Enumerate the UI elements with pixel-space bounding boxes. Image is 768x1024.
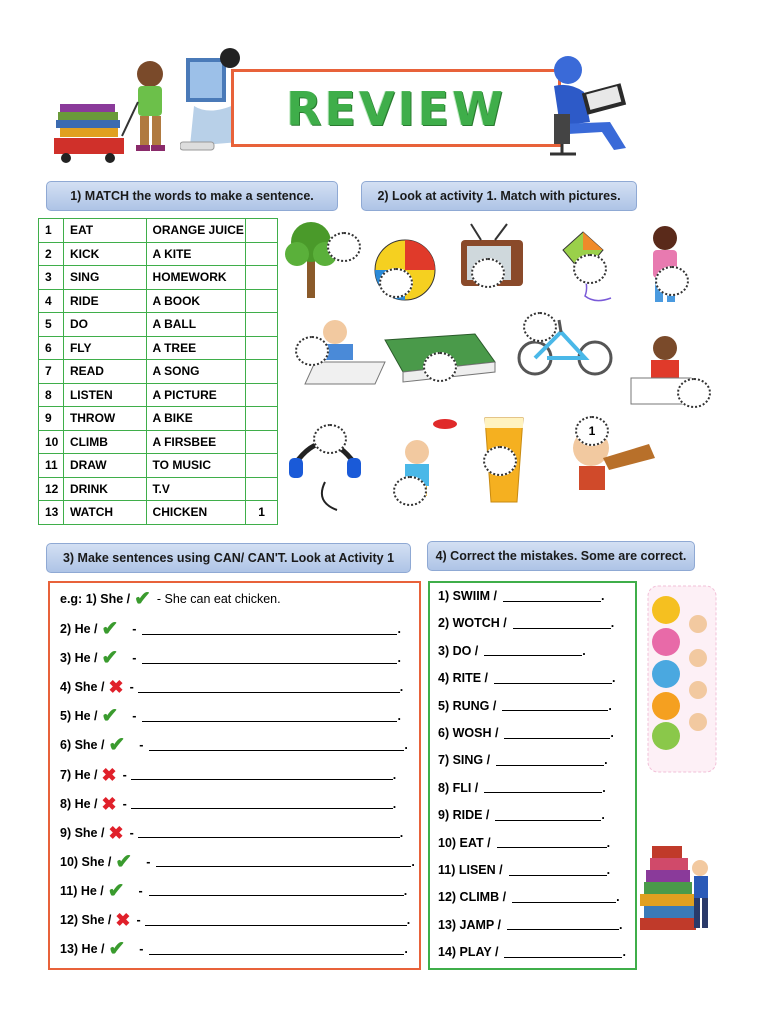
period: . — [404, 942, 408, 957]
activity4-heading: 4) Correct the mistakes. Some are correct. — [427, 541, 695, 571]
correction-label: 11) LISEN / — [438, 863, 503, 877]
match-cell-answer[interactable]: 1 — [246, 501, 278, 525]
match-cell-num: 2 — [39, 242, 64, 266]
match-cell-word: DRINK — [63, 477, 146, 501]
pictures-area — [285, 212, 725, 532]
example-row — [60, 589, 281, 609]
correction-label: 3) DO / — [438, 643, 479, 658]
match-cell-phrase: ORANGE JUICE — [146, 219, 246, 243]
match-cell-answer[interactable] — [246, 477, 278, 501]
cross-icon: ✖ — [115, 910, 131, 930]
check-icon: ✔ — [115, 850, 133, 873]
sentence-row — [60, 881, 407, 901]
period: . — [404, 738, 408, 753]
answer-line[interactable] — [503, 601, 601, 602]
cross-icon: ✖ — [101, 764, 117, 785]
period: . — [392, 796, 397, 811]
english-sticker-decoration — [644, 584, 720, 774]
correction-row — [438, 863, 610, 877]
dash: - — [139, 738, 144, 753]
sentence-label: 3) He / — [60, 651, 98, 666]
sentence-row — [60, 706, 401, 726]
sentence-label: 10) She / — [60, 854, 112, 869]
match-cell-word: CLIMB — [63, 430, 146, 454]
period: . — [606, 835, 611, 850]
match-cell-phrase: TO MUSIC — [146, 454, 246, 478]
cross-icon: ✖ — [101, 793, 117, 814]
dash: - — [146, 854, 151, 869]
sentence-label: 6) She / — [60, 738, 105, 753]
sentence-label: 7) He / — [60, 767, 98, 782]
answer-bubble[interactable] — [573, 254, 607, 284]
period: . — [604, 753, 608, 768]
answer-bubble[interactable] — [379, 268, 413, 298]
period: . — [610, 726, 614, 740]
match-cell-num: 7 — [39, 360, 64, 384]
match-cell-phrase: A TREE — [146, 336, 246, 360]
dash: - — [136, 913, 141, 927]
match-cell-word: RIDE — [63, 289, 146, 313]
sentence-label: 11) He / — [60, 883, 104, 898]
answer-line[interactable] — [145, 925, 407, 926]
correction-row — [438, 781, 606, 795]
sentence-label: 2) He / — [60, 622, 98, 636]
match-cell-answer[interactable] — [246, 336, 278, 360]
correction-row — [438, 699, 612, 713]
activity3-box — [48, 581, 421, 970]
period: . — [608, 698, 612, 713]
match-row — [39, 289, 278, 313]
correction-label: 4) RITE / — [438, 671, 489, 686]
answer-line[interactable] — [504, 957, 622, 958]
match-cell-phrase: A SONG — [146, 360, 246, 384]
answer-line[interactable] — [149, 895, 404, 896]
dash: - — [132, 651, 137, 666]
match-row — [39, 407, 278, 431]
period: . — [406, 913, 411, 927]
match-cell-answer[interactable] — [246, 430, 278, 454]
period: . — [601, 808, 605, 823]
answer-line[interactable] — [509, 875, 607, 876]
answer-line[interactable] — [496, 765, 604, 766]
match-cell-word: FLY — [63, 336, 146, 360]
sentence-label: 9) She / — [60, 825, 105, 840]
books-kid-decoration — [636, 832, 718, 942]
dash: - — [139, 942, 144, 957]
correction-label: 8) FLI / — [438, 780, 479, 795]
correction-label: 12) CLIMB / — [438, 890, 507, 905]
answer-bubble[interactable] — [295, 336, 329, 366]
match-cell-phrase: A BOOK — [146, 289, 246, 313]
match-cell-word: WATCH — [63, 501, 146, 525]
sentence-label: 8) He / — [60, 796, 98, 811]
period: . — [582, 643, 586, 658]
correction-label: 13) JAMP / — [438, 917, 501, 932]
period: . — [602, 780, 606, 795]
correction-row — [438, 726, 614, 740]
tree-picture — [285, 222, 337, 298]
match-cell-num: 8 — [39, 383, 64, 407]
activity1-heading: 1) MATCH the words to make a sentence. — [46, 181, 338, 211]
example-answer: - She can eat chicken. — [156, 592, 281, 606]
match-row — [39, 313, 278, 337]
match-cell-phrase: A PICTURE — [146, 383, 246, 407]
sentence-label: 13) He / — [60, 942, 105, 957]
match-cell-phrase: A FIRSBEE — [146, 430, 246, 454]
check-icon: ✔ — [134, 588, 151, 610]
match-cell-phrase: HOMEWORK — [146, 266, 246, 290]
period: . — [397, 709, 401, 724]
correction-label: 9) RIDE / — [438, 808, 490, 823]
correction-row — [438, 890, 620, 904]
sentence-row — [60, 735, 408, 755]
match-table — [38, 218, 278, 525]
correction-row — [438, 836, 610, 850]
match-cell-word: DO — [63, 313, 146, 337]
answer-line[interactable] — [156, 866, 411, 867]
page-title: REVIEW — [286, 82, 506, 136]
answer-bubble[interactable] — [523, 312, 557, 342]
match-cell-num: 13 — [39, 501, 64, 525]
correction-row — [438, 808, 605, 822]
period: . — [622, 945, 626, 960]
period: . — [397, 651, 401, 666]
match-cell-phrase: A KITE — [146, 242, 246, 266]
check-icon: ✔ — [101, 705, 119, 728]
answer-line[interactable] — [512, 902, 616, 903]
match-row — [39, 336, 278, 360]
dash: - — [129, 825, 134, 840]
period: . — [601, 589, 605, 603]
correction-row — [438, 671, 616, 685]
match-cell-num: 9 — [39, 407, 64, 431]
match-row — [39, 454, 278, 478]
match-cell-word: EAT — [63, 219, 146, 243]
answer-line[interactable] — [513, 628, 611, 629]
dash: - — [138, 883, 143, 898]
match-row — [39, 266, 278, 290]
match-cell-answer[interactable] — [246, 383, 278, 407]
match-cell-word: LISTEN — [63, 383, 146, 407]
period: . — [606, 863, 611, 877]
answer-line[interactable] — [504, 738, 610, 739]
match-cell-word: KICK — [63, 242, 146, 266]
match-cell-answer[interactable] — [246, 289, 278, 313]
match-row — [39, 360, 278, 384]
match-cell-num: 1 — [39, 219, 64, 243]
answer-bubble[interactable] — [483, 446, 517, 476]
correction-label: 2) WOTCH / — [438, 616, 507, 631]
cross-icon: ✖ — [108, 677, 124, 698]
period: . — [392, 767, 397, 782]
answer-bubble[interactable] — [655, 266, 689, 296]
match-cell-answer[interactable] — [246, 407, 278, 431]
header-illustration-kid-wagon — [48, 52, 178, 164]
match-cell-phrase: A BALL — [146, 313, 246, 337]
dash: - — [122, 796, 127, 811]
match-cell-phrase: A BIKE — [146, 407, 246, 431]
answer-line[interactable] — [131, 808, 393, 809]
sentence-row — [60, 939, 408, 959]
answer-bubble[interactable] — [393, 476, 427, 506]
match-cell-answer[interactable] — [246, 242, 278, 266]
sentence-label: 4) She / — [60, 680, 105, 695]
answer-line[interactable] — [484, 655, 582, 656]
match-cell-word: READ — [63, 360, 146, 384]
example-prefix: e.g: 1) She / — [60, 592, 131, 606]
answer-bubble-example — [575, 416, 609, 446]
answer-line[interactable] — [484, 792, 602, 793]
dash: - — [122, 767, 127, 782]
correction-label: 6) WOSH / — [438, 726, 499, 740]
activity2-heading: 2) Look at activity 1. Match with pictures. — [361, 181, 637, 211]
correction-row — [438, 644, 586, 658]
match-cell-word: THROW — [63, 407, 146, 431]
match-cell-num: 5 — [39, 313, 64, 337]
answer-line[interactable] — [131, 779, 393, 780]
answer-bubble[interactable] — [313, 424, 347, 454]
match-cell-phrase: T.V — [146, 477, 246, 501]
check-icon: ✔ — [108, 734, 126, 757]
dash: - — [132, 709, 137, 724]
period: . — [397, 622, 401, 636]
sentence-row — [60, 852, 415, 872]
match-cell-num: 6 — [39, 336, 64, 360]
answer-line[interactable] — [507, 929, 619, 930]
match-row — [39, 219, 278, 243]
activity3-heading: 3) Make sentences using CAN/ CAN'T. Look at Activity 1 — [46, 543, 411, 573]
dash: - — [129, 680, 134, 695]
example-answer-number: 1 — [588, 424, 596, 438]
period: . — [612, 671, 616, 686]
correction-row — [438, 589, 605, 603]
answer-line[interactable] — [142, 663, 397, 664]
period: . — [399, 680, 404, 695]
match-cell-num: 11 — [39, 454, 64, 478]
sentence-row — [60, 677, 403, 697]
answer-line[interactable] — [149, 954, 404, 955]
correction-row — [438, 616, 614, 630]
answer-bubble[interactable] — [423, 352, 457, 382]
match-cell-answer[interactable] — [246, 266, 278, 290]
title-banner — [231, 69, 561, 147]
correction-label: 14) PLAY / — [438, 945, 499, 960]
check-icon: ✔ — [101, 647, 119, 670]
period: . — [411, 854, 415, 869]
answer-line[interactable] — [494, 683, 612, 684]
answer-line[interactable] — [149, 750, 404, 751]
answer-line[interactable] — [502, 710, 608, 711]
answer-bubble[interactable] — [471, 258, 505, 288]
period: . — [403, 883, 408, 898]
activity4-box — [428, 581, 637, 970]
sentence-row — [60, 648, 401, 668]
match-cell-num: 4 — [39, 289, 64, 313]
correction-label: 5) RUNG / — [438, 698, 497, 713]
answer-line[interactable] — [495, 820, 601, 821]
sentence-label: 5) He / — [60, 709, 98, 724]
period: . — [399, 825, 404, 840]
match-cell-num: 12 — [39, 477, 64, 501]
sentence-row — [60, 910, 410, 930]
match-cell-answer[interactable] — [246, 313, 278, 337]
match-cell-phrase: CHICKEN — [146, 501, 246, 525]
check-icon: ✔ — [101, 618, 119, 640]
sentence-row — [60, 823, 403, 843]
answer-line[interactable] — [497, 847, 607, 848]
answer-line[interactable] — [142, 721, 397, 722]
cross-icon: ✖ — [108, 822, 124, 843]
header-illustration-blue-reader — [540, 52, 640, 157]
correction-row — [438, 945, 626, 959]
check-icon: ✔ — [107, 879, 125, 902]
match-cell-word: DRAW — [63, 454, 146, 478]
check-icon: ✔ — [108, 938, 126, 961]
match-cell-word: SING — [63, 266, 146, 290]
correction-row — [438, 918, 622, 932]
sentence-label: 12) She / — [60, 913, 112, 927]
match-row — [39, 242, 278, 266]
correction-label: 1) SWIIM / — [438, 589, 498, 603]
answer-bubble[interactable] — [677, 378, 711, 408]
period: . — [610, 616, 615, 631]
answer-bubble[interactable] — [327, 232, 361, 262]
period: . — [616, 890, 620, 905]
match-cell-num: 3 — [39, 266, 64, 290]
match-cell-answer[interactable] — [246, 360, 278, 384]
match-row — [39, 430, 278, 454]
correction-label: 10) EAT / — [438, 835, 491, 850]
sentence-row — [60, 794, 396, 814]
match-cell-answer[interactable] — [246, 219, 278, 243]
match-row — [39, 501, 278, 525]
match-row — [39, 383, 278, 407]
sentence-row — [60, 619, 401, 639]
answer-line[interactable] — [142, 634, 397, 635]
answer-line[interactable] — [138, 692, 400, 693]
match-row — [39, 477, 278, 501]
match-cell-answer[interactable] — [246, 454, 278, 478]
match-cell-num: 10 — [39, 430, 64, 454]
answer-line[interactable] — [138, 837, 400, 838]
correction-label: 7) SING / — [438, 753, 491, 768]
sentence-row — [60, 765, 396, 785]
correction-row — [438, 753, 608, 767]
period: . — [619, 917, 623, 932]
dash: - — [132, 622, 137, 636]
